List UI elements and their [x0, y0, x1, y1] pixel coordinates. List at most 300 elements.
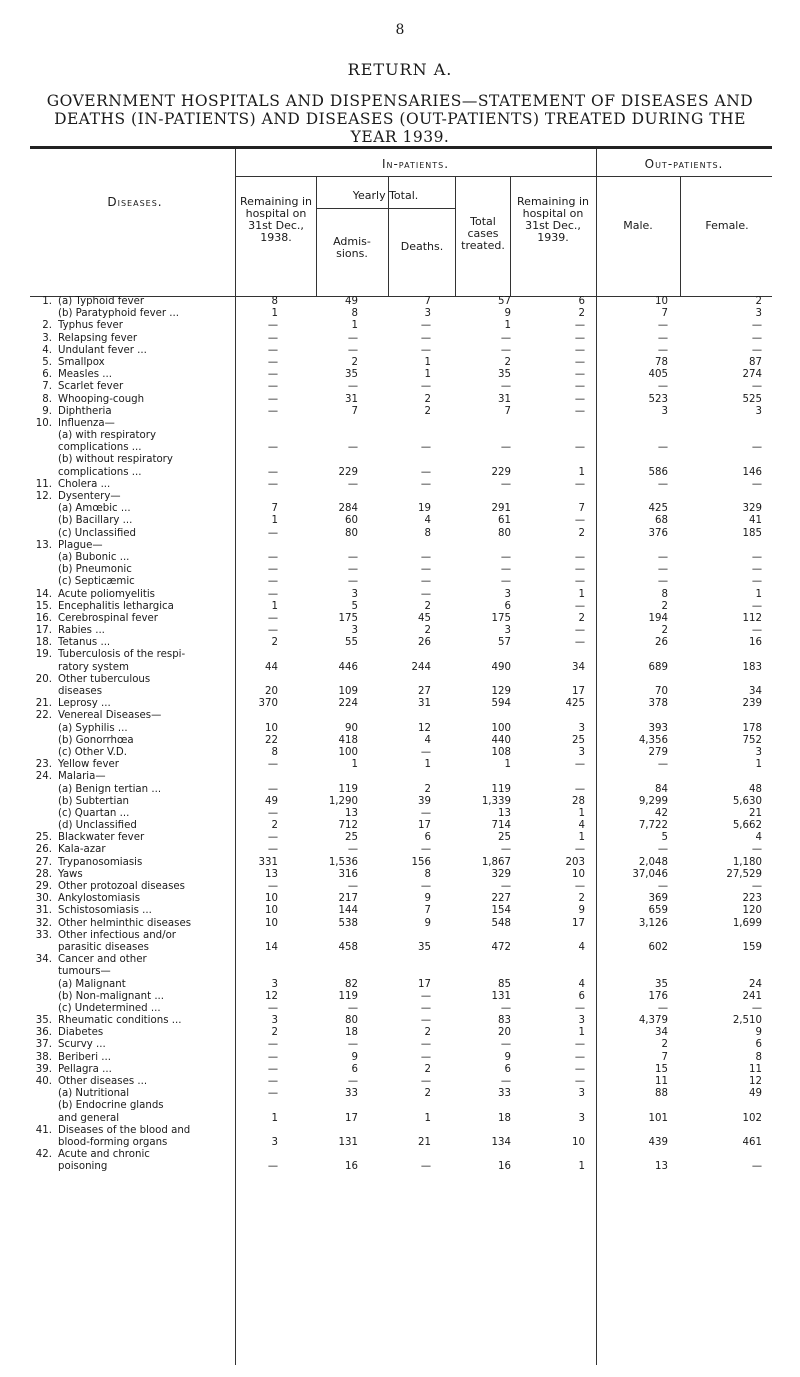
disease-label: Beriberi ...: [58, 1051, 111, 1063]
disease-label: tumours—: [58, 966, 111, 978]
table-cell: 33: [345, 1088, 358, 1100]
table-cell: 2: [271, 637, 278, 649]
disease-label: Acute and chronic: [58, 1149, 150, 1161]
row-number: 18.: [35, 637, 52, 649]
table-cell: —: [574, 576, 585, 588]
table-cell: —: [574, 881, 585, 892]
table-cell: 10: [572, 868, 585, 880]
table-cell: 5,662: [732, 820, 762, 832]
table-cell: 291: [491, 503, 511, 515]
disease-label: (b) Endocrine glands: [58, 1100, 164, 1112]
table-cell: 490: [491, 661, 511, 673]
disease-label: blood-forming organs: [58, 1136, 168, 1148]
table-cell: 461: [742, 1136, 762, 1148]
disease-label: Diphtheria: [58, 405, 112, 417]
table-cell: 1: [351, 320, 358, 332]
table-cell: 84: [655, 783, 668, 795]
table-row: [0, 954, 800, 966]
table-cell: 217: [338, 893, 358, 905]
table-cell: 2,510: [732, 1015, 762, 1027]
disease-label: complications ...: [58, 466, 142, 478]
table-cell: 2: [424, 1027, 431, 1039]
table-row: [0, 357, 800, 369]
table-cell: —: [347, 332, 358, 344]
table-cell: 3: [578, 1112, 585, 1124]
table-cell: 1: [424, 369, 431, 381]
table-cell: 11: [749, 1063, 762, 1075]
table-cell: 16: [749, 637, 762, 649]
table-row: [0, 735, 800, 747]
table-cell: 13: [655, 1161, 668, 1173]
disease-label: Kala-azar: [58, 844, 106, 856]
header-divider: [316, 208, 455, 209]
disease-label: Malaria—: [58, 771, 106, 783]
table-cell: —: [267, 381, 278, 393]
table-cell: 37,046: [632, 868, 668, 880]
table-row: [0, 710, 800, 722]
table-row: [0, 918, 800, 930]
disease-label: (b) without respiratory: [58, 454, 173, 466]
table-cell: 316: [338, 868, 358, 880]
table-cell: 176: [648, 990, 668, 1002]
table-cell: —: [657, 344, 668, 356]
table-cell: 440: [491, 734, 511, 746]
table-cell: 70: [655, 686, 668, 697]
table-cell: 239: [742, 698, 762, 710]
table-cell: 2: [271, 820, 278, 832]
table-cell: 2: [578, 612, 585, 624]
disease-label: Trypanosomiasis: [58, 856, 143, 868]
table-cell: 90: [345, 722, 358, 734]
table-row: [0, 1149, 800, 1161]
table-cell: —: [420, 1051, 431, 1063]
table-cell: 1: [578, 832, 585, 844]
table-cell: 7: [351, 405, 358, 417]
table-row: [0, 905, 800, 917]
table-cell: 1,290: [328, 795, 358, 807]
table-cell: 3: [504, 588, 511, 600]
table-cell: 7: [504, 405, 511, 417]
table-cell: 27,529: [726, 868, 762, 880]
disease-label: (a) Malignant: [58, 978, 126, 990]
header-admissions: Admis- sions.: [333, 235, 371, 260]
table-cell: 3: [578, 746, 585, 758]
table-cell: 31: [498, 393, 511, 405]
table-cell: —: [267, 759, 278, 771]
disease-label: poisoning: [58, 1161, 108, 1173]
table-row: [0, 394, 800, 406]
disease-label: (b) Paratyphoid fever ...: [58, 308, 180, 320]
table-cell: —: [267, 527, 278, 539]
table-cell: —: [657, 881, 668, 892]
table-cell: 22: [265, 734, 278, 746]
table-row: [0, 333, 800, 345]
table-cell: 714: [491, 820, 511, 832]
table-cell: 156: [411, 856, 431, 868]
header-out-patients: Out-patients.: [644, 157, 724, 171]
table-cell: 1: [755, 588, 762, 600]
table-cell: 49: [749, 1088, 762, 1100]
table-cell: —: [574, 344, 585, 356]
table-cell: 120: [742, 905, 762, 917]
disease-table-body: [0, 296, 800, 1174]
table-cell: 3: [351, 625, 358, 637]
table-cell: 586: [648, 466, 668, 478]
table-cell: 26: [418, 637, 431, 649]
row-number: 14.: [35, 588, 52, 600]
table-cell: 9,299: [638, 795, 668, 807]
table-cell: 3: [755, 405, 762, 417]
table-cell: —: [751, 564, 762, 576]
table-cell: 2: [578, 893, 585, 905]
table-row: [0, 467, 800, 479]
table-cell: —: [420, 1161, 431, 1173]
table-cell: —: [500, 442, 511, 454]
disease-label: Cholera ...: [58, 478, 111, 490]
table-cell: —: [347, 478, 358, 490]
row-number: 22.: [35, 710, 52, 722]
table-cell: 6: [424, 832, 431, 844]
table-cell: —: [267, 807, 278, 819]
table-cell: 1: [578, 1161, 585, 1173]
table-row: [0, 1003, 800, 1015]
table-cell: 229: [491, 466, 511, 478]
table-row: [0, 345, 800, 357]
table-cell: —: [420, 1076, 431, 1087]
table-cell: 26: [655, 637, 668, 649]
table-cell: 175: [338, 612, 358, 624]
row-number: 6.: [42, 369, 52, 381]
table-cell: 80: [345, 1015, 358, 1027]
table-cell: 2: [578, 308, 585, 320]
table-cell: —: [420, 1015, 431, 1027]
table-row: [0, 844, 800, 856]
row-number: 42.: [35, 1149, 52, 1161]
table-cell: —: [500, 551, 511, 563]
table-cell: 10: [572, 1136, 585, 1148]
table-cell: 131: [491, 990, 511, 1002]
table-cell: —: [420, 1002, 431, 1014]
table-cell: —: [267, 564, 278, 576]
disease-label: Whooping-cough: [58, 393, 145, 405]
table-cell: 3: [578, 722, 585, 734]
table-cell: 17: [345, 1112, 358, 1124]
table-cell: —: [420, 466, 431, 478]
table-cell: —: [574, 564, 585, 576]
table-cell: 712: [338, 820, 358, 832]
row-number: 28.: [35, 868, 52, 880]
table-row: [0, 723, 800, 735]
table-cell: 8: [271, 746, 278, 758]
table-cell: 3: [504, 625, 511, 637]
table-cell: 9: [504, 308, 511, 320]
table-cell: —: [267, 1076, 278, 1087]
table-cell: 446: [338, 661, 358, 673]
table-cell: —: [267, 332, 278, 344]
table-cell: —: [574, 1039, 585, 1051]
table-cell: 2: [424, 393, 431, 405]
table-cell: —: [420, 588, 431, 600]
table-cell: —: [657, 564, 668, 576]
table-cell: 689: [648, 661, 668, 673]
table-cell: 525: [742, 393, 762, 405]
table-row: [0, 601, 800, 613]
table-cell: 3: [271, 1136, 278, 1148]
disease-label: (a) Benign tertian ...: [58, 783, 162, 795]
table-cell: 48: [749, 783, 762, 795]
table-row: [0, 1100, 800, 1112]
table-cell: 68: [655, 515, 668, 527]
table-cell: 7: [424, 905, 431, 917]
table-row: [0, 320, 800, 332]
table-cell: —: [657, 759, 668, 771]
table-cell: —: [657, 442, 668, 454]
disease-label: Other helminthic diseases: [58, 917, 192, 929]
table-cell: —: [267, 369, 278, 381]
table-cell: 8: [424, 868, 431, 880]
table-cell: 1: [271, 1112, 278, 1124]
table-row: [0, 1161, 800, 1173]
table-row: [0, 747, 800, 759]
table-cell: 44: [265, 661, 278, 673]
table-cell: 33: [498, 1088, 511, 1100]
table-cell: 175: [491, 612, 511, 624]
table-cell: 538: [338, 917, 358, 929]
table-cell: 57: [498, 637, 511, 649]
table-row: [0, 308, 800, 320]
table-cell: 2: [661, 600, 668, 612]
table-cell: 418: [338, 734, 358, 746]
table-cell: 4,379: [638, 1015, 668, 1027]
header-remaining-1938: Remaining in hospital on 31st Dec., 1938.: [240, 195, 312, 244]
table-cell: 1: [271, 515, 278, 527]
table-cell: 1: [424, 1112, 431, 1124]
table-cell: —: [751, 576, 762, 588]
table-cell: 2: [424, 600, 431, 612]
disease-label: (c) Septicæmic: [58, 576, 135, 588]
disease-label: and general: [58, 1112, 120, 1124]
table-cell: —: [420, 551, 431, 563]
table-cell: —: [500, 881, 511, 892]
table-cell: 548: [491, 917, 511, 929]
table-row: [0, 796, 800, 808]
return-label: RETURN A.: [347, 60, 453, 79]
table-cell: —: [751, 881, 762, 892]
table-cell: —: [420, 844, 431, 856]
disease-label: Dysentery—: [58, 491, 121, 502]
disease-label: Yaws: [58, 868, 83, 880]
table-cell: 85: [498, 978, 511, 990]
table-cell: —: [500, 1002, 511, 1014]
row-number: 34.: [35, 954, 52, 966]
table-cell: 83: [498, 1015, 511, 1027]
table-cell: 25: [498, 832, 511, 844]
table-row: [0, 515, 800, 527]
table-cell: 3: [351, 588, 358, 600]
table-cell: 55: [345, 637, 358, 649]
table-cell: —: [267, 588, 278, 600]
table-cell: 19: [418, 503, 431, 515]
table-cell: 49: [345, 296, 358, 307]
table-cell: 24: [749, 978, 762, 990]
table-cell: —: [574, 356, 585, 368]
table-row: [0, 820, 800, 832]
document-title: GOVERNMENT HOSPITALS AND DISPENSARIES—STATEMENT OF DISEASES AND DEATHS (IN-PATIENTS) AND DISEASES (OUT-PATIENTS) TREATED DURING THE YEAR 1939.: [46, 92, 754, 146]
table-cell: 12: [265, 990, 278, 1002]
table-cell: 87: [749, 356, 762, 368]
table-row: [0, 1064, 800, 1076]
table-cell: —: [267, 881, 278, 892]
disease-label: Rabies ...: [58, 625, 105, 637]
table-cell: —: [420, 807, 431, 819]
table-cell: —: [347, 1002, 358, 1014]
table-cell: —: [267, 442, 278, 454]
table-cell: —: [574, 759, 585, 771]
header-remaining-1939: Remaining in hospital on 31st Dec., 1939.: [517, 195, 589, 244]
table-cell: 376: [648, 527, 668, 539]
disease-label: Pellagra ...: [58, 1063, 112, 1075]
row-number: 24.: [35, 771, 52, 783]
disease-label: Diabetes: [58, 1027, 104, 1039]
table-cell: —: [347, 1076, 358, 1087]
table-cell: 61: [498, 515, 511, 527]
table-cell: —: [751, 551, 762, 563]
table-cell: 129: [491, 686, 511, 697]
table-cell: 20: [265, 686, 278, 697]
table-cell: —: [420, 576, 431, 588]
table-row: [0, 869, 800, 881]
table-cell: 119: [338, 990, 358, 1002]
header-male: Male.: [623, 219, 653, 232]
header-yearly-total: Yearly Total.: [352, 189, 419, 202]
table-cell: 13: [345, 807, 358, 819]
row-number: 1.: [42, 296, 52, 307]
table-row: [0, 369, 800, 381]
table-cell: 3: [424, 308, 431, 320]
row-number: 27.: [35, 856, 52, 868]
table-cell: —: [657, 381, 668, 393]
disease-label: Other infectious and/or: [58, 929, 176, 941]
table-cell: 8: [661, 588, 668, 600]
row-number: 39.: [35, 1063, 52, 1075]
table-cell: 602: [648, 941, 668, 953]
disease-label: Measles ...: [58, 369, 112, 381]
table-cell: —: [420, 442, 431, 454]
table-cell: 1,180: [732, 856, 762, 868]
table-cell: 2: [661, 1039, 668, 1051]
table-cell: —: [267, 478, 278, 490]
table-cell: 119: [338, 783, 358, 795]
table-cell: —: [347, 551, 358, 563]
table-cell: 369: [648, 893, 668, 905]
disease-label: Yellow fever: [58, 759, 119, 771]
table-cell: 279: [648, 746, 668, 758]
disease-label: diseases: [58, 686, 102, 697]
table-row: [0, 589, 800, 601]
table-cell: 35: [345, 369, 358, 381]
table-cell: —: [267, 356, 278, 368]
table-row: [0, 979, 800, 991]
table-cell: 34: [655, 1027, 668, 1039]
disease-label: (b) Gonorrhœa: [58, 734, 134, 746]
table-cell: 18: [498, 1112, 511, 1124]
table-cell: 1: [578, 466, 585, 478]
table-cell: 439: [648, 1136, 668, 1148]
table-cell: —: [751, 625, 762, 637]
table-cell: —: [751, 381, 762, 393]
table-cell: 458: [338, 941, 358, 953]
table-row: [0, 1052, 800, 1064]
table-cell: 10: [655, 296, 668, 307]
table-row: [0, 662, 800, 674]
table-row: [0, 686, 800, 698]
header-deaths: Deaths.: [400, 240, 444, 253]
table-row: [0, 893, 800, 905]
table-cell: 4: [755, 832, 762, 844]
table-cell: —: [500, 332, 511, 344]
table-row: [0, 881, 800, 893]
table-row: [0, 418, 800, 430]
row-number: 8.: [42, 393, 52, 405]
disease-label: Tuberculosis of the respi-: [58, 649, 186, 661]
table-cell: 185: [742, 527, 762, 539]
table-cell: 2: [424, 1088, 431, 1100]
table-cell: 3: [755, 746, 762, 758]
table-cell: —: [657, 332, 668, 344]
table-cell: —: [574, 1063, 585, 1075]
table-cell: 178: [742, 722, 762, 734]
table-cell: —: [347, 442, 358, 454]
table-cell: —: [574, 369, 585, 381]
table-cell: 752: [742, 734, 762, 746]
table-row: [0, 930, 800, 942]
row-number: 23.: [35, 759, 52, 771]
disease-label: (a) Typhoid fever: [58, 296, 145, 307]
disease-label: Other diseases ...: [58, 1076, 148, 1087]
table-cell: —: [267, 405, 278, 417]
row-number: 13.: [35, 539, 52, 551]
table-cell: —: [574, 637, 585, 649]
table-cell: 11: [655, 1076, 668, 1087]
table-cell: —: [500, 576, 511, 588]
table-cell: —: [657, 320, 668, 332]
table-cell: 4: [578, 941, 585, 953]
table-cell: 10: [265, 893, 278, 905]
table-cell: 2: [424, 1063, 431, 1075]
table-cell: —: [751, 442, 762, 454]
table-cell: 12: [418, 722, 431, 734]
row-number: 29.: [35, 881, 52, 892]
table-cell: —: [267, 1039, 278, 1051]
table-cell: 244: [411, 661, 431, 673]
table-cell: 1: [424, 759, 431, 771]
table-cell: —: [574, 515, 585, 527]
table-row: [0, 942, 800, 954]
table-cell: 2: [424, 405, 431, 417]
table-row: [0, 552, 800, 564]
disease-label: (a) Amœbic ...: [58, 503, 131, 515]
table-cell: 5: [351, 600, 358, 612]
table-row: [0, 759, 800, 771]
table-cell: 6: [755, 1039, 762, 1051]
page-number: 8: [395, 22, 405, 38]
table-cell: —: [267, 832, 278, 844]
table-cell: 101: [648, 1112, 668, 1124]
table-cell: 1: [578, 588, 585, 600]
row-number: 26.: [35, 844, 52, 856]
table-cell: —: [267, 625, 278, 637]
disease-label: (c) Other V.D.: [58, 746, 127, 758]
